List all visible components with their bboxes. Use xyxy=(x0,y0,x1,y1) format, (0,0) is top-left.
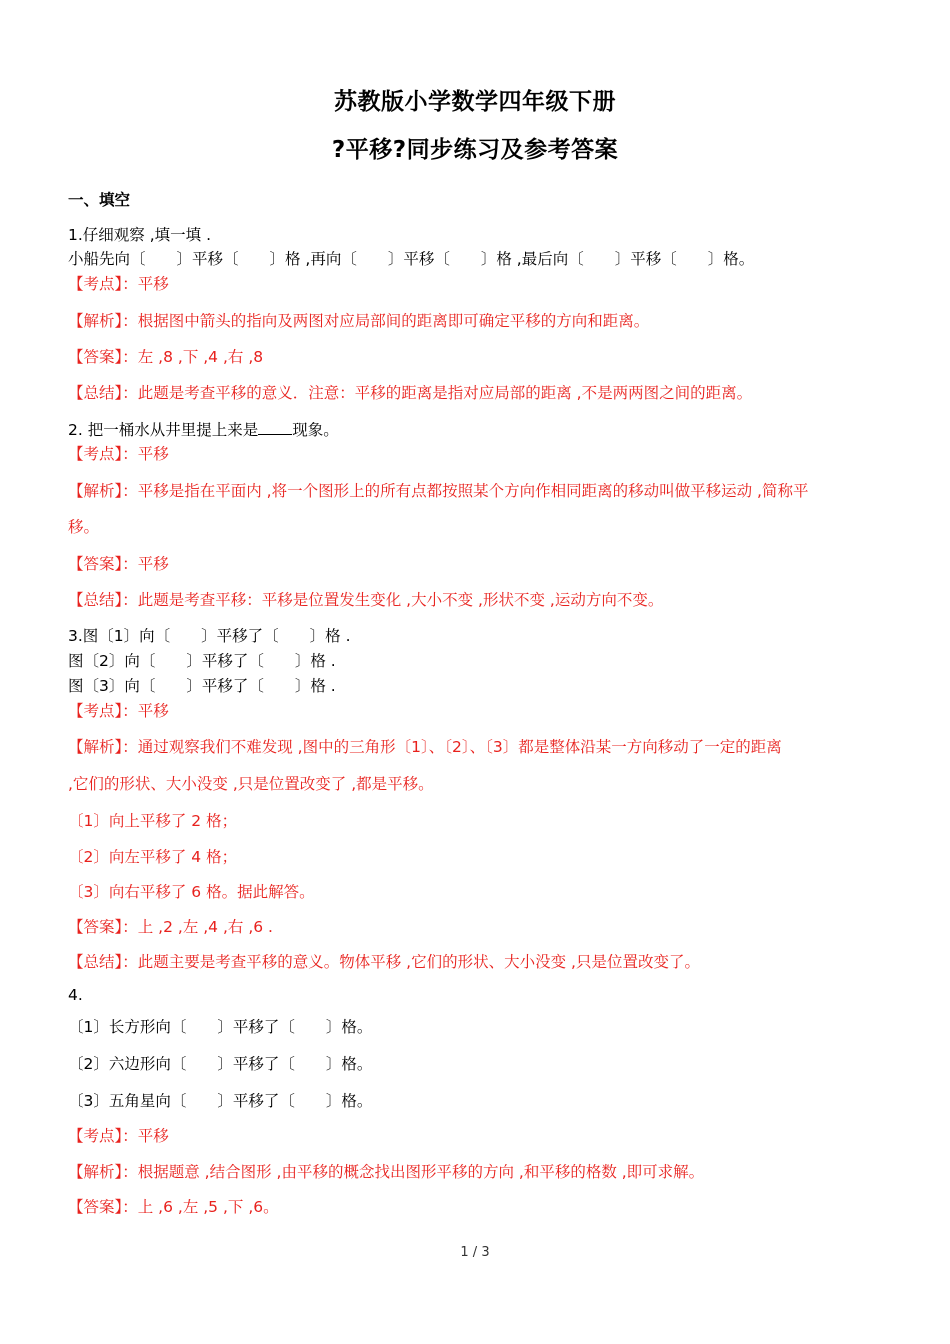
q1-kaodian: 【考点】：平移 xyxy=(68,275,169,293)
q4-stem: 4. xyxy=(68,986,83,1004)
q2-stem-before: 2. 把一桶水从井里提上来是 xyxy=(68,421,259,439)
doc-title-line1: 苏教版小学数学四年级下册 xyxy=(334,89,616,115)
q4-kaodian: 【考点】：平移 xyxy=(68,1127,169,1145)
q2-stem xyxy=(68,419,339,441)
page-number: 1 / 3 xyxy=(460,1245,490,1260)
q3-step2: 〔2〕向左平移了 4 格； xyxy=(68,848,238,866)
q3-daan: 【答案】：上 ,2 ,左 ,4 ,右 ,6 . xyxy=(68,918,273,936)
q1-jiexi: 【解析】：根据图中箭头的指向及两图对应局部间的距离即可确定平移的方向和距离。 xyxy=(68,312,650,330)
q3-line3: 图〔3〕向〔 〕平移了〔 〕格 . xyxy=(68,677,336,695)
q2-jiexi-2: 移。 xyxy=(68,518,100,536)
q3-step3: 〔3〕向右平移了 6 格。据此解答。 xyxy=(68,883,315,901)
q2-answer-blank xyxy=(258,420,292,435)
q2-stem-after: 现象。 xyxy=(292,421,339,439)
q2-kaodian: 【考点】：平移 xyxy=(68,445,169,463)
q2-daan: 【答案】：平移 xyxy=(68,555,169,573)
q4-daan: 【答案】：上 ,6 ,左 ,5 ,下 ,6。 xyxy=(68,1198,279,1216)
q3-line1: 3.图〔1〕向〔 〕平移了〔 〕格 . xyxy=(68,627,351,645)
q4-line1: 〔1〕长方形向〔 〕平移了〔 〕格。 xyxy=(68,1018,373,1036)
q3-jiexi-1: 【解析】：通过观察我们不难发现 ,图中的三角形〔1〕、〔2〕、〔3〕都是整体沿某一方向移动了一定的距离 xyxy=(68,738,782,756)
q2-jiexi-1: 【解析】：平移是指在平面内 ,将一个图形上的所有点都按照某个方向作相同距离的移动叫做平移运动 ,简称平 xyxy=(68,482,809,500)
q3-step1: 〔1〕向上平移了 2 格； xyxy=(68,812,238,830)
q3-kaodian: 【考点】：平移 xyxy=(68,702,169,720)
section-heading: 一、填空 xyxy=(68,191,131,209)
q2-zongjie: 【总结】：此题是考查平移：平移是位置发生变化 ,大小不变 ,形状不变 ,运动方向不变。 xyxy=(68,591,664,609)
q1-daan: 【答案】：左 ,8 ,下 ,4 ,右 ,8 xyxy=(68,348,264,366)
q1-zongjie: 【总结】：此题是考查平移的意义．注意：平移的距离是指对应局部的距离 ,不是两两图之间的距离。 xyxy=(68,384,753,402)
q4-jiexi: 【解析】：根据题意 ,结合图形 ,由平移的概念找出图形平移的方向 ,和平移的格数 ,即可求解。 xyxy=(68,1163,705,1181)
q1-line: 小船先向〔 〕平移〔 〕格 ,再向〔 〕平移〔 〕格 ,最后向〔 〕平移〔 〕格。 xyxy=(68,250,755,268)
q3-jiexi-2: ,它们的形状、大小没变 ,只是位置改变了 ,都是平移。 xyxy=(68,775,434,793)
q3-line2: 图〔2〕向〔 〕平移了〔 〕格 . xyxy=(68,652,336,670)
q4-line2: 〔2〕六边形向〔 〕平移了〔 〕格。 xyxy=(68,1055,373,1073)
q4-line3: 〔3〕五角星向〔 〕平移了〔 〕格。 xyxy=(68,1092,373,1110)
q3-zongjie: 【总结】：此题主要是考查平移的意义。物体平移 ,它们的形状、大小没变 ,只是位置改变了。 xyxy=(68,953,700,971)
q1-stem: 1.仔细观察 ,填一填 . xyxy=(68,226,211,244)
doc-title-line2: ?平移?同步练习及参考答案 xyxy=(331,137,619,163)
